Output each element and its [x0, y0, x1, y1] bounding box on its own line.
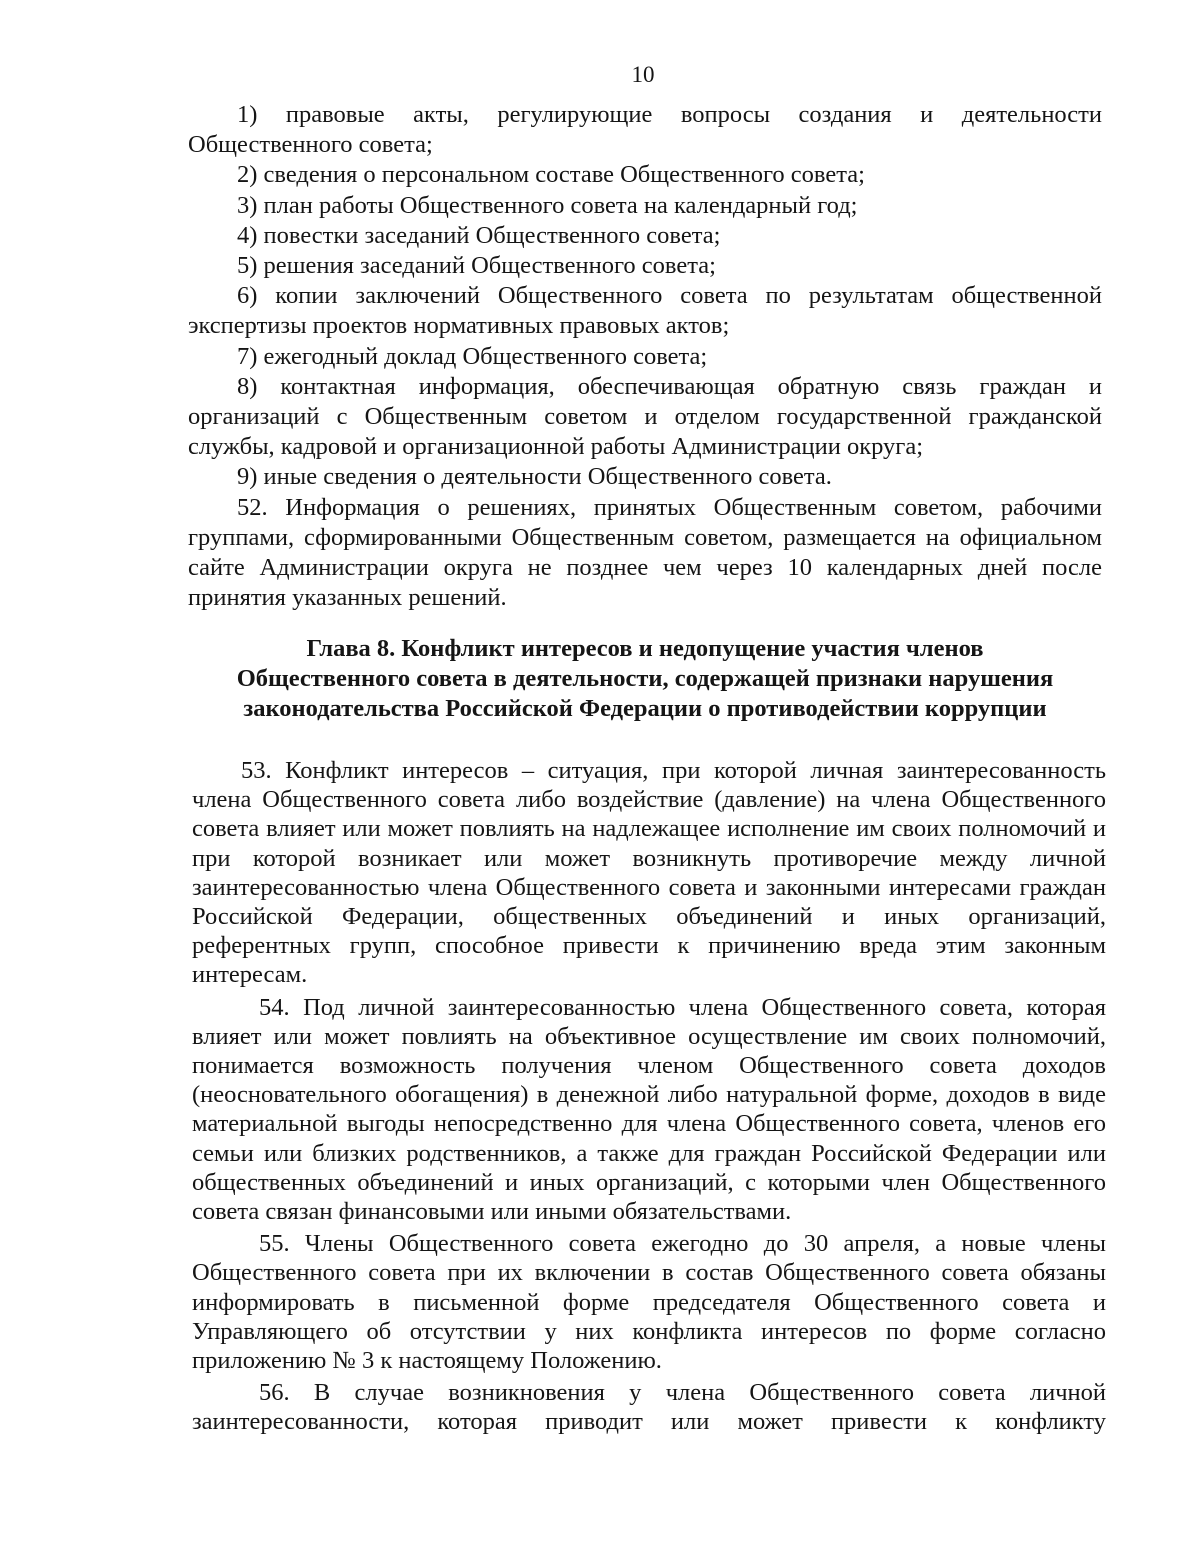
list-item-2: 2) сведения о персональном составе Общественного совета;	[237, 161, 865, 189]
list-item-8: 8) контактная информация, обеспечивающая обратную связь граждан и организаций с Общественным советом и отделом государственной гражданской службы, кадровой и организационной работы Администрации округа;	[188, 372, 1102, 461]
list-item-5: 5) решения заседаний Общественного совета;	[237, 252, 716, 280]
list-item-9: 9) иные сведения о деятельности Общественного совета.	[237, 463, 832, 491]
paragraph-56: 56. В случае возникновения у члена Общественного совета личной заинтересованности, которая приводит или может привести к конфликту	[192, 1379, 1106, 1436]
chapter-heading	[188, 634, 1102, 724]
list-item-6: 6) копии заключений Общественного совета по результатам общественной экспертизы проектов нормативных правовых актов;	[188, 282, 1102, 340]
list-item-4: 4) повестки заседаний Общественного совета;	[237, 221, 721, 249]
chapter-heading-line-2: Общественного совета в деятельности, содержащей признаки нарушения	[236, 665, 1054, 692]
chapter-body	[192, 756, 1106, 1437]
page-number: 10	[631, 62, 655, 87]
paragraph-54: 54. Под личной заинтересованностью члена Общественного совета, которая влияет или может повлиять на объективное осуществление им своих полномочий, понимается возможность получения членом Общественного совета доходов (неосновательного обогащения) в денежной либо натуральной форме, доходов в виде материальной выгоды непосредственно для члена Общественного совета, членов его семьи или близких родственников, а также для граждан Российской Федерации или общественных объединений и иных организаций, с которыми член Общественного совета связан финансовыми или иными обязательствами.	[192, 993, 1106, 1226]
list-item-7: 7) ежегодный доклад Общественного совета;	[237, 342, 708, 370]
paragraph-53: 53. Конфликт интересов – ситуация, при которой личная заинтересованность члена Общественного совета либо воздействие (давление) на члена Общественного совета влияет или может повлиять на надлежащее исполнение им своих полномочий и при которой возникает или может возникнуть противоречие между личной заинтересованностью члена Общественного совета и законными интересами граждан Российской Федерации, общественных объединений и иных организаций, референтных групп, способное привести к причинению вреда этим законным интересам.	[192, 757, 1106, 989]
chapter-heading-line-3: законодательства Российской Федерации о противодействии коррупции	[243, 695, 1047, 722]
list-item-1: 1) правовые акты, регулирующие вопросы создания и деятельности Общественного совета;	[188, 101, 1102, 159]
paragraph-52: 52. Информация о решениях, принятых Общественным советом, рабочими группами, сформированными Общественным советом, размещается на официальном сайте Администрации округа не позднее чем через 10 календарных дней после принятия указанных решений.	[188, 493, 1102, 612]
paragraph-55: 55. Члены Общественного совета ежегодно до 30 апреля, а новые члены Общественного совета при их включении в состав Общественного совета обязаны информировать в письменной форме председателя Общественного совета и Управляющего об отсутствии у них конфликта интересов по форме согласно приложению № 3 к настоящему Положению.	[192, 1230, 1106, 1375]
list-section	[188, 100, 1102, 613]
chapter-heading-line-1: Глава 8. Конфликт интересов и недопущение участия членов	[306, 635, 984, 662]
list-item-3: 3) план работы Общественного совета на календарный год;	[237, 191, 858, 219]
